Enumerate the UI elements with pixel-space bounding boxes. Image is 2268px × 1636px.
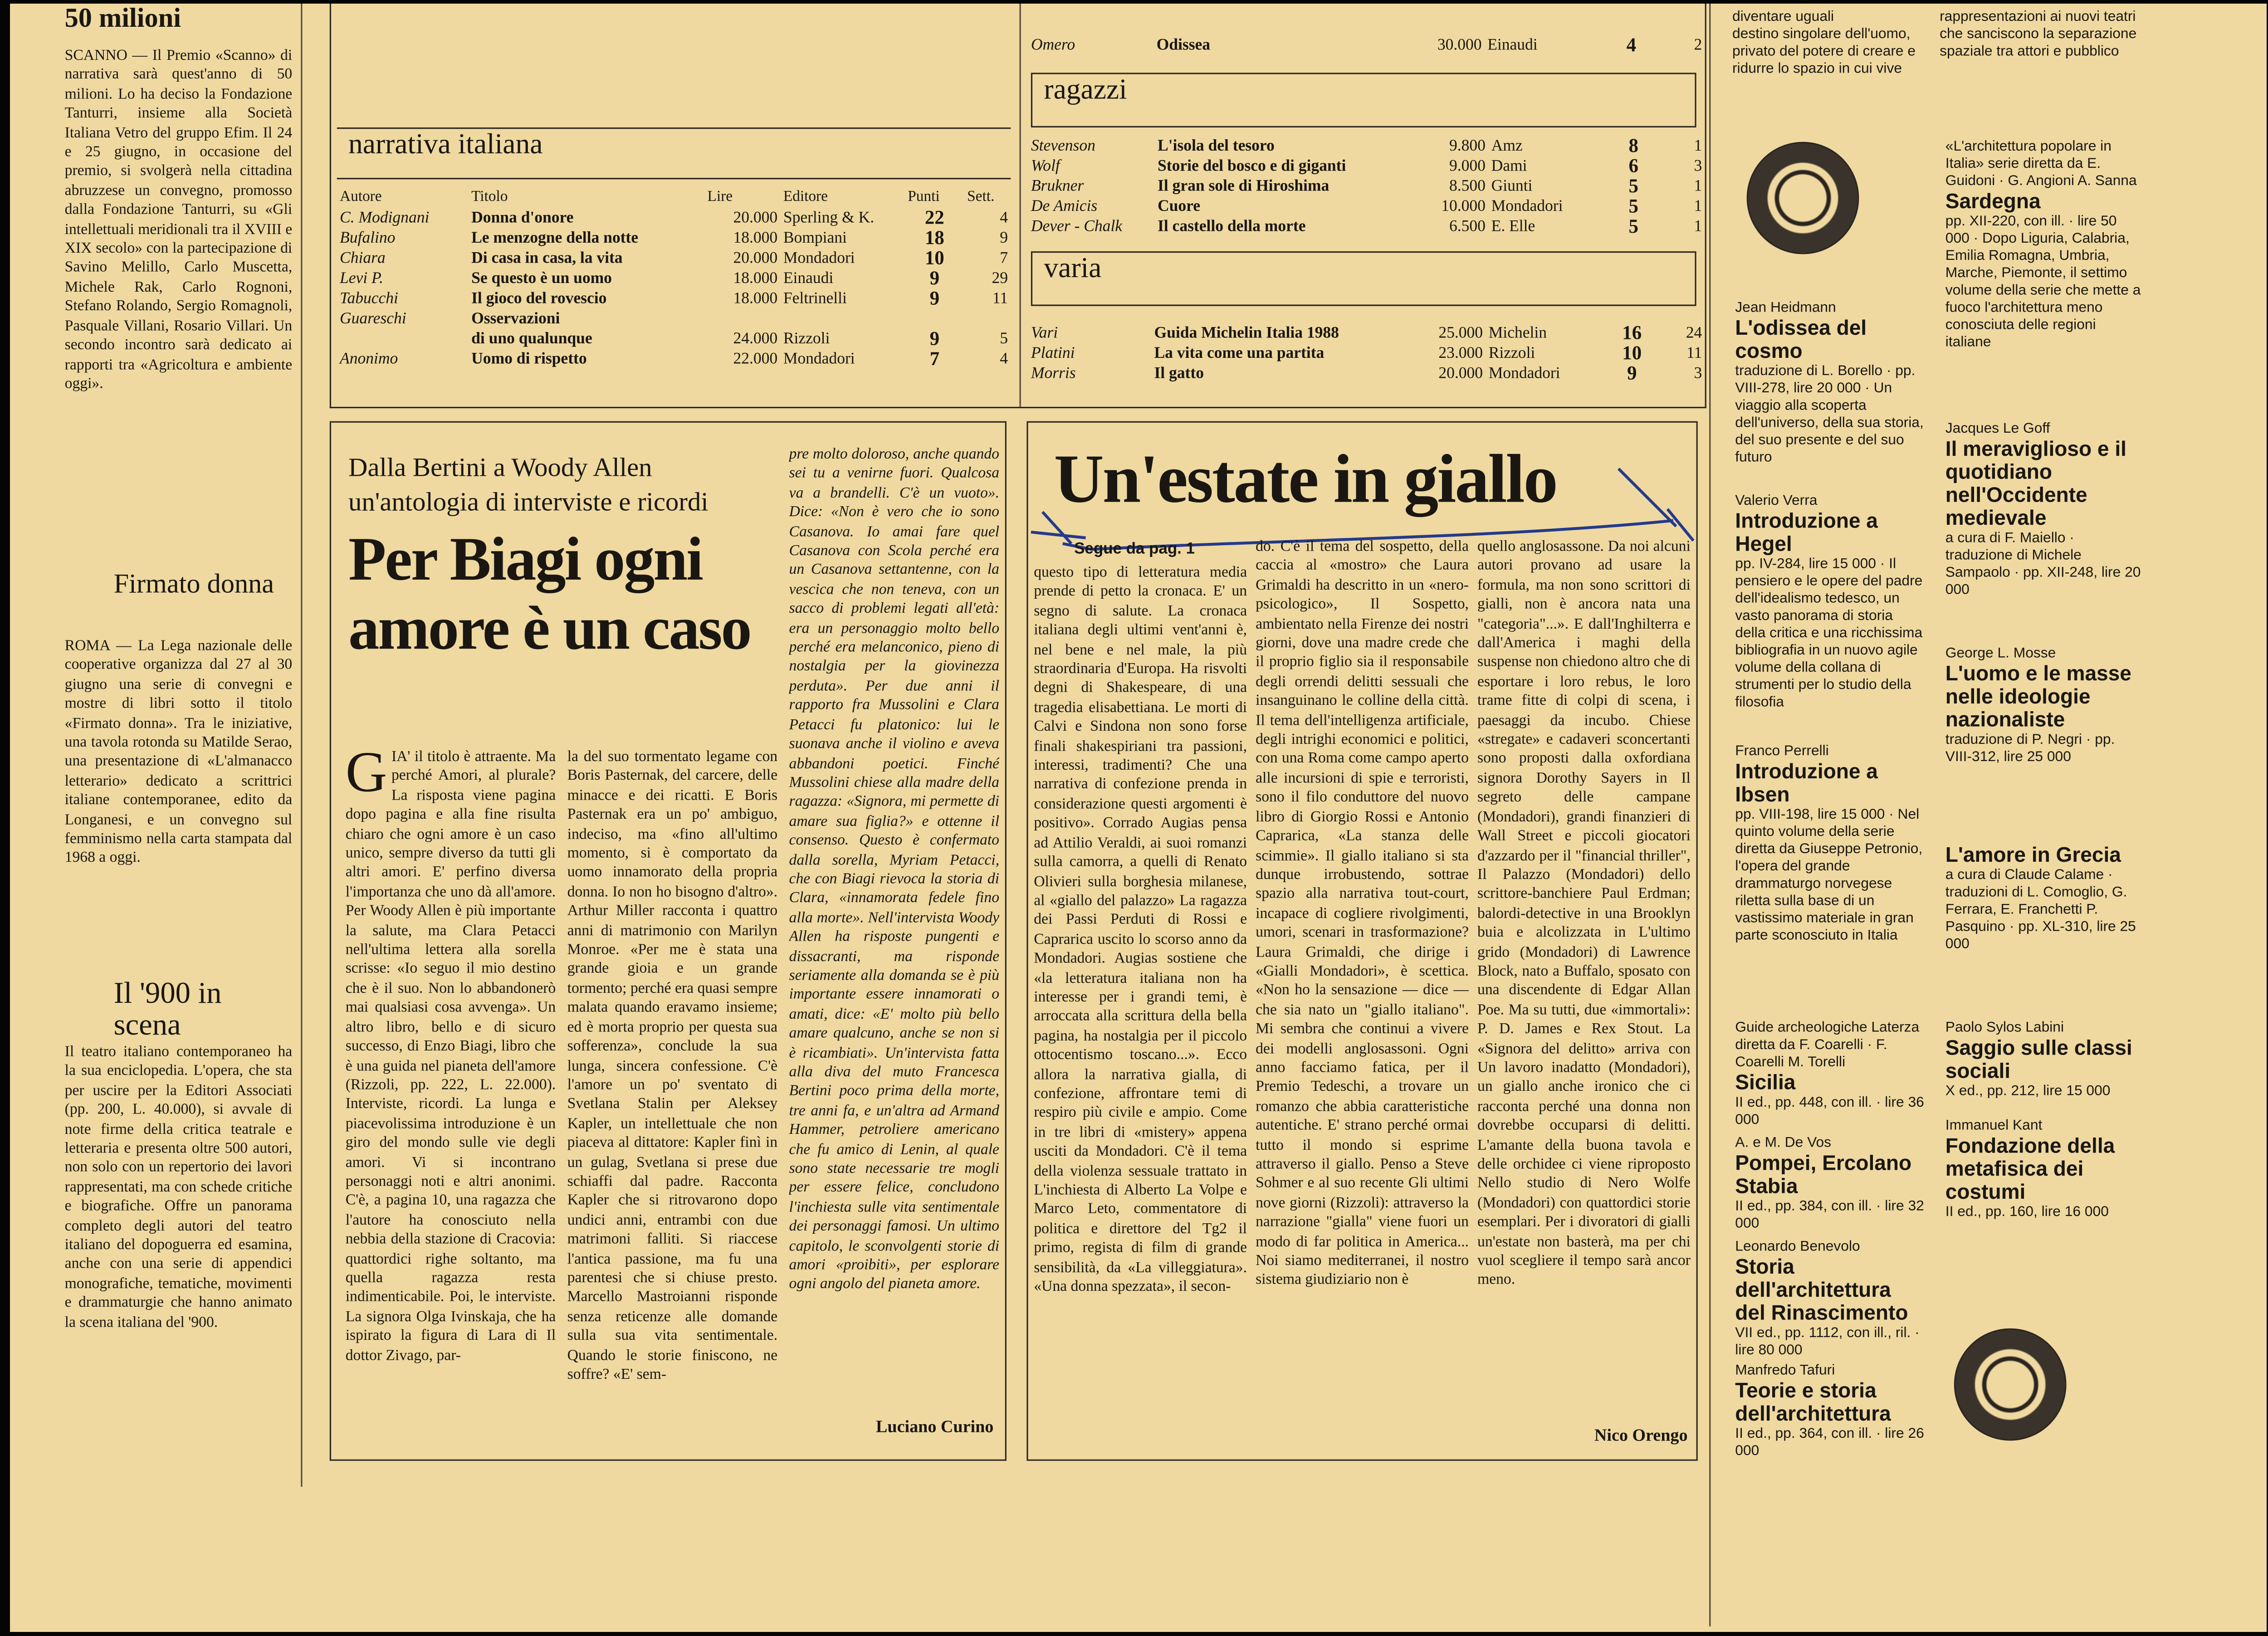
table-cell: 20.000 (733, 209, 778, 227)
biagi-headline: Per Biagi ogni amore è un caso (348, 526, 751, 664)
table-cell: Bompiani (783, 230, 847, 247)
ad-book: Immanuel Kant Fondazione della metafisica dei costumi II ed., pp. 160, lire 16 000 (1945, 1118, 2115, 1221)
table-header (337, 188, 1011, 208)
column-header: Editore (783, 189, 828, 205)
table-row (1028, 217, 1705, 237)
giallo-col-2: do. C'è il tema del sospetto, della caccia al «mostro» che Laura Grimaldi ha descritto in un «nero-psicologico», Il Sospetto, ambientato nella Firenze dei nostri giorni, dove una madre crede che il proprio figlio sia il responsabile degli orrendi delitti sessuali che insanguinano le colline della città. Il tema dell'intelligenza artificiale, degli intrighi economici e politici, con una Roma come campo aperto alle incursioni di spie e terroristi, sono il filo conduttore del nuovo libro di Giorgio Rossi e Antonio Caprarica, «La stanza delle scimmie». Il giallo italiano si sta dunque irrobustendo, sottrae spazio alla narrativa tout-court, incapace di cogliere rivolgimenti, umori, scenari in trasformazione? Laura Grimaldi, che dirige i «Gialli Mondadori», è scettica. «Non ho la sensazione — dice — che sia nato un "giallo italiano". Mi sembra che continui a vivere dei modelli anglosassoni. Ogni anno facciamo fatica, per il Premio Tedeschi, a trovare un romanzo che abbia caratteristiche autentiche. E' strano perché ormai tutto il mondo si esprime attraverso il giallo. Penso a Steve Sohmer e al suo recente Gli ultimi nove giorni (Rizzoli): attraverso la narrazione "gialla" viene fuori un modo di far politica in America... Noi siamo mediterranei, il nostro sistema giudiziario non è (1256, 539, 1469, 1289)
table-cell: L'isola del tesoro (1157, 137, 1275, 155)
column-rule (301, 4, 302, 1487)
ad-book: Jacques Le Goff Il meraviglioso e il quotidiano nell'Occidente medievale a cura di F. Maiello · traduzione di Michele Sampaolo · pp. XII-248, lire 20 000 (1945, 421, 2141, 599)
ad-book: Franco Perrelli Introduzione a Ibsen pp. VIII-198, lire 15 000 · Nel quinto volume della serie diretta da Giuseppe Petronio, l'opera del grande drammaturgo norvegese riletta sulla base di un vastissimo materiale in gran parte sconosciuto in Italia (1735, 743, 1923, 944)
table-cell: 7 (1000, 249, 1008, 267)
table-cell: Rizzoli (783, 330, 830, 348)
ad-book: Jean Heidmann L'odissea del cosmo traduzione di L. Borello · pp. VIII-278, lire 20 000 · Un viaggio alla scoperta dell'universo, della sua storia, del suo presente e del suo futuro (1735, 300, 1924, 466)
table-cell: Amz (1491, 137, 1523, 155)
ragazzi-title: ragazzi (1044, 74, 1127, 106)
table-cell: 6.500 (1449, 218, 1486, 236)
scanno-article: SCANNO — Il Premio «Scanno» di narrativa sarà quest'anno di 50 milioni. Lo ha deciso la Fondazione Tanturri, insieme alla Società Italiana Vetro del gruppo Efim. Il 24 e 25 giugno, in occasione del premio, si svolgerà nella cittadina abruzzese un convegno, promosso dalla Fondazione Tanturri, su «Gli intellettuali meridionali tra il XVIII e XIX secolo» con la partecipazione di Savino Melillo, Carlo Muscetta, Michele Rak, Carlo Rognoni, Stefano Rolando, Sergio Romagnoli, Pasquale Villani, Rosario Villari. Un secondo incontro sarà dedicato ai rapporti tra «Agricoltura e ambiente oggi». (64, 48, 293, 392)
biagi-dropcap: G (345, 748, 387, 805)
biagi-col-3: pre molto doloroso, anche quando sei tu a venirne fuori. Qualcosa va a brandelli. C'è un vuoto». Dice: «Non è vero che io sono Casanova. Io amai fare quel Casanova con Scola perché era un Casanova settantenne, con la vescica che non teneva, con un sacco di problemi legati all'età: era un personaggio molto bello perché era melanconico, pieno di nostalgia per la giovinezza perduta». Per due anni il rapporto fra Mussolini e Clara Petacci fu platonico: lui le suonava anche il violino e aveva abbandoni poetici. Finché Mussolini chiese alla madre della ragazza: «Signora, mi permette di amare sua figlia?» e ottenne il consenso. Questo è confermato dalla sorella, Myriam Petacci, che con Biagi rievoca la storia di Clara, «innamorata fedele fino alla morte». Nell'intervista Woody Allen ha risposte pungenti e dissacranti, ma risponde seriamente alla domanda se è più importante essere innamorati o amati, dice: «E' molto più bello amare qualcuno, anche se non si è ricambiati». Un'intervista fatta alla diva del muto Francesca Bertini poco prima della morte, tre anni fa, e un'altra ad Armand Hammer, petroliere americano che fu amico di Lenin, al quale sono state necessarie tre mogli per essere felice, concludono l'inchiesta sulle vita sentimentale dei personaggi famosi. Un ultimo capitolo, le sconvolgenti storie di amori «proibiti», per esplorare ogni angolo del pianeta amore. (789, 447, 1000, 1293)
giallo-article (1026, 421, 1697, 1461)
table-cell: 5 (1628, 175, 1638, 197)
table-cell: 11 (992, 290, 1008, 308)
table-cell: 8.500 (1449, 178, 1486, 195)
table-row (337, 329, 1011, 349)
table-cell: 4 (1000, 351, 1008, 368)
ad-book: Manfredo Tafuri Teorie e storia dell'architettura II ed., pp. 364, con ill. · lire 26 000 (1735, 1363, 1924, 1460)
biagi-col-1 (346, 748, 556, 1450)
table-cell: Il gioco del rovescio (471, 290, 607, 308)
newspaper-page (10, 4, 2267, 1632)
table-cell: Feltrinelli (783, 290, 847, 308)
table-cell: 7 (929, 347, 940, 370)
table-cell: Einaudi (1487, 37, 1538, 54)
table-cell: 18.000 (733, 270, 778, 288)
giallo-col-3: quello anglosassone. Da noi alcuni autori provano ad usare la formula, ma non sono scrittori di gialli, non è ancora nata una "categoria"...». E dall'Inghilterra e dall'America i maghi della suspense non chiedono altro che di esportare i loro rebus, le loro trame fitte di colpi di scena, i paesaggi da incubo. Chiese «stregate» e cadaveri sconcertanti sono proposti dalla oxfordiana signora Dorothy Sayers in Il segreto delle campane (Mondadori), grandi finanzieri di Wall Street e piccoli giocatori d'azzardo per il "financial thriller", Il Palazzo (Mondadori) dello scrittore-banchiere Paul Erdman; balordi-detective in una Brooklyn buia e alcolizzata in L'ultimo grido (Mondadori) di Lawrence Block, nato a Buffalo, sposato con una discendente di Edgar Allan Poe. Ma su tutti, due «immortali»: P. D. James e Rex Stout. La «Signora del delitto» arriva con Un lavoro inadatto (Mondadori), un giallo anche ironico che ci racconta perché una donna non dovrebbe occuparsi di delitti. L'amante della buona tavola e delle orchidee ci viene riproposto Nello studio di Nero Wolfe (Mondadori) con quattordici storie esemplari. Per i divoratori di gialli un'estate non basterà, ma per chi vuol scegliere il tempo sarà ancor meno. (1477, 539, 1691, 1289)
giallo-headline: Un'estate in giallo (1054, 441, 1557, 518)
ad-book: L'amore in Grecia a cura di Claude Calame · traduzioni di L. Comoglio, G. Ferrara, E. Franchetti P. Pasquino · pp. XL-310, lire 25 000 (1945, 845, 2136, 953)
table-cell: Giunti (1491, 178, 1533, 195)
column-header: Sett. (967, 189, 995, 205)
table-cell: Levi P. (340, 270, 384, 288)
table-row (1028, 176, 1705, 196)
table-cell: Guida Michelin Italia 1988 (1154, 324, 1339, 342)
firmato-donna-heading: Firmato donna (113, 569, 274, 600)
table-cell: Rizzoli (1488, 345, 1535, 362)
table-cell: di uno qualunque (471, 330, 592, 348)
table-cell: 11 (1686, 345, 1702, 362)
table-cell: 29 (992, 270, 1008, 288)
table-cell (704, 309, 780, 329)
table-cell (905, 309, 964, 329)
table-cell: 22.000 (733, 351, 778, 368)
table-cell: 16 (1622, 323, 1642, 344)
table-cell: Vari (1031, 324, 1058, 342)
table-cell: 9 (1000, 230, 1008, 247)
table-cell: Omero (1031, 37, 1075, 54)
omero-row (1028, 35, 1705, 55)
table-cell: 10.000 (1441, 198, 1486, 215)
table-cell: 10 (1622, 342, 1642, 364)
table-cell: 5 (1000, 330, 1008, 348)
table-cell (964, 309, 1011, 329)
table-cell: 9 (929, 327, 940, 349)
table-cell: Mondadori (783, 249, 855, 267)
table-cell: Mondadori (1488, 365, 1560, 382)
novecento-heading: Il '900 in scena (113, 977, 222, 1040)
table-cell: Odissea (1156, 37, 1211, 54)
table-row (337, 249, 1011, 269)
table-cell: 23.000 (1438, 345, 1483, 362)
table-row (1028, 136, 1705, 156)
table-cell: Wolf (1031, 157, 1060, 175)
table-row (337, 289, 1011, 309)
table-cell: 1 (1694, 218, 1702, 236)
narrativa-section (337, 127, 1011, 398)
table-cell: 4 (1626, 35, 1637, 56)
table-cell: 24 (1686, 324, 1702, 342)
table-cell: Bufalino (340, 230, 396, 247)
table-cell: E. Elle (1491, 218, 1535, 236)
table-cell: 9 (929, 287, 940, 309)
table-cell: La vita come una partita (1154, 345, 1325, 362)
ad-top-line-1: diventare uguali (1732, 9, 1834, 25)
table-cell: Stevenson (1031, 137, 1095, 155)
table-cell: Di casa in casa, la vita (471, 249, 623, 267)
table-cell: 3 (1694, 157, 1702, 175)
table-row (1028, 156, 1705, 176)
table-cell: 30.000 (1437, 37, 1482, 54)
table-cell: De Amicis (1031, 198, 1098, 215)
table-cell: 4 (1000, 209, 1008, 227)
varia-title: varia (1044, 253, 1102, 285)
firmato-donna-article: ROMA — La Lega nazionale delle cooperative organizza dal 27 al 30 giugno una serie di convegni e mostre di libri sotto il titolo «Firmato donna». Tra le iniziative, una tavola rotonda su Matilde Serao, una presentazione di «L'almanacco letterario» dedicato a scrittrici italiane contemporanee, edito da Longanesi, e un convegno sul femminismo nella carta stampata dal 1968 a oggi. (64, 639, 293, 867)
table-row (1028, 343, 1705, 363)
table-cell: Dami (1491, 157, 1527, 175)
biagi-text-1: IA' il titolo è attraente. Ma perché Amori, al plurale? La risposta viene pagina dopo pagina e alla fine risulta chiaro che ogni amore è un caso unico, sempre diverso da tutti gli altri amori. E' perfino diversa l'importanza che uno dà all'amore. Per Woody Allen è più importante la salute, ma Clara Petacci nell'ultima lettera alla sorella scrisse: «Io seguo il mio destino che è il suo. Non lo abbandonerò mai qualsiasi cosa avvenga». Un altro libro, bello e di sicuro successo, di Enzo Biagi, libro che è una guida nel pianeta dell'amore (Rizzoli, pp. 222, L. 22.000). Interviste, ricordi. La lunga e piacevolissima introduzione è un giro del mondo sulle vie degli amori. Vi si incontrano personaggi noti e altri anonimi. C'è, a pagina 10, una ragazza che l'autore ha conosciuto nella nebbia della stazione di Cracovia: quattordici righe soltanto, ma quella ragazza resta indimenticabile. Poi, le interviste. La signora Olga Ivinskaja, che ha ispirato la figura di Lara di Il dottor Zivago, par- (345, 749, 556, 1364)
table-cell: Il gatto (1154, 365, 1204, 382)
publisher-seal-icon (1747, 142, 1859, 254)
giallo-byline: Nico Orengo (1594, 1425, 1688, 1445)
ad-book: George L. Mosse L'uomo e le masse nelle ideologie nazionaliste traduzione di P. Negri · pp. VIII-312, lire 25 000 (1945, 645, 2131, 766)
table-cell: Uomo di rispetto (471, 351, 587, 368)
table-cell: 8 (1628, 136, 1638, 156)
table-cell: Se questo è un uomo (471, 270, 612, 288)
table-cell: Le menzogne della notte (471, 230, 639, 247)
table-cell: Guareschi (340, 310, 406, 328)
table-cell: 2 (1694, 37, 1702, 54)
table-cell: 18.000 (733, 290, 778, 308)
narrativa-title: narrativa italiana (337, 127, 1011, 179)
ad-top-line-2: destino singolare dell'uomo, privato del potere di creare e ridurre lo spazio in cui vive (1732, 26, 1916, 77)
column-header: Lire (707, 189, 733, 205)
table-cell: Storie del bosco e di giganti (1157, 157, 1346, 175)
table-cell: Mondadori (783, 351, 855, 368)
table-cell: Cuore (1157, 198, 1201, 215)
ragazzi-title-box (1031, 73, 1696, 127)
table-cell: Anonimo (340, 351, 398, 368)
table-row (337, 269, 1011, 288)
ad-book: «L'architettura popolare in Italia» serie diretta da E. Guidoni · G. Angioni A. Sanna Sardegna pp. XII-220, con ill. · lire 50 000 · Dopo Liguria, Calabria, Emilia Romagna, Umbria, Marche, Piemonte, il settimo volume della serie che mette a fuoco l'architettura meno conosciuta delle regioni italiane (1945, 139, 2141, 351)
biagi-kicker: Dalla Bertini a Woody Allen un'antologia di interviste e ricordi (348, 454, 709, 518)
table-row (337, 208, 1011, 228)
ad-book: Valerio Verra Introduzione a Hegel pp. IV-284, lire 15 000 · Il pensiero e le opere del padre dell'idealismo tedesco, un vasto panorama di storia della critica e una ricchissima bibliografia in un nuovo agile volume della collana di strumenti per lo studio della filosofia (1735, 493, 1923, 711)
table-cell: C. Modignani (340, 209, 430, 227)
table-cell: 24.000 (733, 330, 778, 348)
column-header: Punti (908, 189, 940, 205)
ad-rule (1709, 4, 1711, 1626)
table-row (1028, 196, 1705, 216)
ad-book: A. e M. De Vos Pompei, Ercolano Stabia II ed., pp. 384, con ill. · lire 32 000 (1735, 1135, 1924, 1232)
table-row (1028, 364, 1705, 384)
table-cell: Michelin (1488, 324, 1547, 342)
table-cell (337, 329, 469, 349)
table-cell: Einaudi (783, 270, 834, 288)
column-header: Titolo (471, 189, 508, 205)
table-cell: 9 (1627, 362, 1637, 384)
table-row (337, 309, 1011, 329)
table-row (1028, 323, 1705, 343)
table-cell: 5 (1628, 195, 1638, 217)
table-cell: 20.000 (1438, 365, 1483, 382)
novecento-article: Il teatro italiano contemporaneo ha la sua enciclopedia. L'opera, che sta per uscire per la Editori Associati (pp. 200, L. 40.000), si avvale di note firme della critica teatrale e letteraria e presenta oltre 500 autori, non solo con un repertorio dei lavori rappresentati, ma con schede critiche e biografiche. Offre un panorama completo degli autori del teatro italiano del dopoguerra ed esamina, anche con una serie di appendici monografiche, tematiche, movimenti e drammaturgie che hanno animato la scena italiana del '900. (64, 1045, 293, 1331)
table-row (1028, 35, 1705, 55)
ad-book: Leonardo Benevolo Storia dell'architettura del Rinascimento VII ed., pp. 1112, con ill., ril. · lire 80 000 (1735, 1239, 1920, 1359)
box-divider (1019, 4, 1021, 407)
table-cell: Sperling & K. (783, 209, 875, 227)
table-cell: Il castello della morte (1157, 218, 1306, 236)
ad-book: Paolo Sylos Labini Saggio sulle classi sociali X ed., pp. 212, lire 15 000 (1945, 1020, 2132, 1099)
table-row (337, 349, 1011, 369)
table-cell: 5 (1628, 215, 1638, 237)
biagi-article (330, 421, 1007, 1461)
biagi-byline: Luciano Curino (875, 1416, 994, 1436)
table-cell: Donna d'onore (471, 209, 574, 227)
table-cell: Morris (1031, 365, 1076, 382)
table-cell: 18 (924, 227, 944, 249)
table-cell: Chiara (340, 249, 386, 267)
varia-table (1028, 323, 1705, 384)
table-cell: 1 (1694, 178, 1702, 195)
table-cell: 18.000 (733, 230, 778, 247)
table-cell: 25.000 (1438, 324, 1483, 342)
table-cell: 1 (1694, 137, 1702, 155)
ragazzi-table (1028, 136, 1705, 237)
biagi-col-2: la del suo tormentato legame con Boris Pasternak, del carcere, delle minacce e dei ricatti. E Boris Pasternak era un po' ambiguo, indeciso, ma «fino all'ultimo momento, si è comportato da uomo innamorato della propria donna. Io non ho bisogno d'altro». Arthur Miller racconta i quattro anni di matrimonio con Marilyn Monroe. «Per me è stata una grande gioia e un grande tormento; perché era quasi sempre malata quando eravamo insieme; ed è morta proprio per questa sua sofferenza», conclude la sua lunga, sincera confessione. C'è l'amore un po' sventato di Svetlana Stalin per Aleksey Kapler, un intellettuale che non piaceva al dittatore: Kapler finì in un gulag, Svetlana si prese due schiaffi dal padre. Racconta Kapler che si ritrovarono dopo undici anni, entrambi con due matrimoni falliti. Si riaccese l'antica passione, ma fu una parentesi che si chiuse presto. Marcello Mastroianni risponde senza reticenze alle domande sulla sua vita sentimentale. Quando le storie finiscono, ne soffre? «E' sem- (567, 749, 778, 1383)
table-cell: Osservazioni (471, 310, 560, 328)
table-cell: 10 (924, 247, 944, 269)
varia-title-box (1031, 251, 1696, 306)
table-cell: 9 (929, 267, 940, 289)
publisher-seal-icon (1954, 1328, 2067, 1441)
table-cell: 9.000 (1449, 157, 1486, 175)
table-cell: 22 (924, 206, 944, 229)
table-cell: Platini (1031, 345, 1075, 362)
charts-box (330, 4, 1706, 408)
giallo-continued: Segue da pag. 1 (1074, 541, 1195, 558)
table-cell: 1 (1694, 198, 1702, 215)
ad-right-top-fragment: rappresentazioni ai nuovi teatri che sanciscono la separazione spaziale tra attori e pubblico (1940, 9, 2137, 60)
giallo-col-1: questo tipo di letteratura media prende di petto la cronaca. E' un segno di salute. La cronaca italiana degli ultimi vent'anni è, nel bene e nel male, la più straordinaria d'Europa. Ha risvolti degni di Shakespeare, di una tragedia elisabettiana. Le morti di Calvi e Sindona non sono forse finali shakespiriani tra passioni, interessi, tradimenti? Che una narrativa di confezione prenda in considerazione questi argomenti è positivo». Corrado Augias pensa ad Attilio Veraldi, ai suoi romanzi sulla camorra, a quelli di Renato Olivieri sulla borghesia milanese, al «giallo del palazzo» La ragazza dei Passi Perduti di Rossi e Caprarica uscito lo scorso anno da Mondadori. Augias sostiene che «la letteratura italiana non ha interesse per i grandi temi, è arroccata alla scrittura della bella pagina, ha nostalgia per il piccolo ottocentismo toscano...». Ecco allora la narrativa gialla, di confezione, affrontare temi di respiro più civile e ampio. Come in tre libri di «mistery» appena usciti da Mondadori. C'è il tema della violenza sessuale trattato in L'inchiesta di Alberto La Volpe e Marco Leto, commentatore di politica e direttore del Tg2 il primo, regista di film di grande sensibilità, da «La villeggiatura». «Una donna spezzata», il secon- (1034, 565, 1247, 1295)
left-top-head-fragment: 50 milioni (64, 4, 181, 34)
table-row (337, 228, 1011, 248)
narrativa-table (337, 188, 1011, 369)
table-cell (780, 309, 904, 329)
table-cell: Tabucchi (340, 290, 398, 308)
table-cell: 6 (1628, 155, 1638, 176)
table-cell: 3 (1694, 365, 1702, 382)
table-cell: Il gran sole di Hiroshima (1157, 178, 1330, 195)
table-cell: Mondadori (1491, 198, 1563, 215)
table-cell: 9.800 (1449, 137, 1486, 155)
table-cell: Brukner (1031, 178, 1084, 195)
table-cell: Dever - Chalk (1031, 218, 1123, 236)
column-header: Autore (340, 189, 382, 205)
ad-book: Guide archeologiche Laterza diretta da F. Coarelli · F. Coarelli M. Torelli Sicilia II ed., pp. 448, con ill. · lire 36 000 (1735, 1020, 1924, 1128)
table-cell: 20.000 (733, 249, 778, 267)
ad-top-fragment (1732, 10, 1920, 119)
